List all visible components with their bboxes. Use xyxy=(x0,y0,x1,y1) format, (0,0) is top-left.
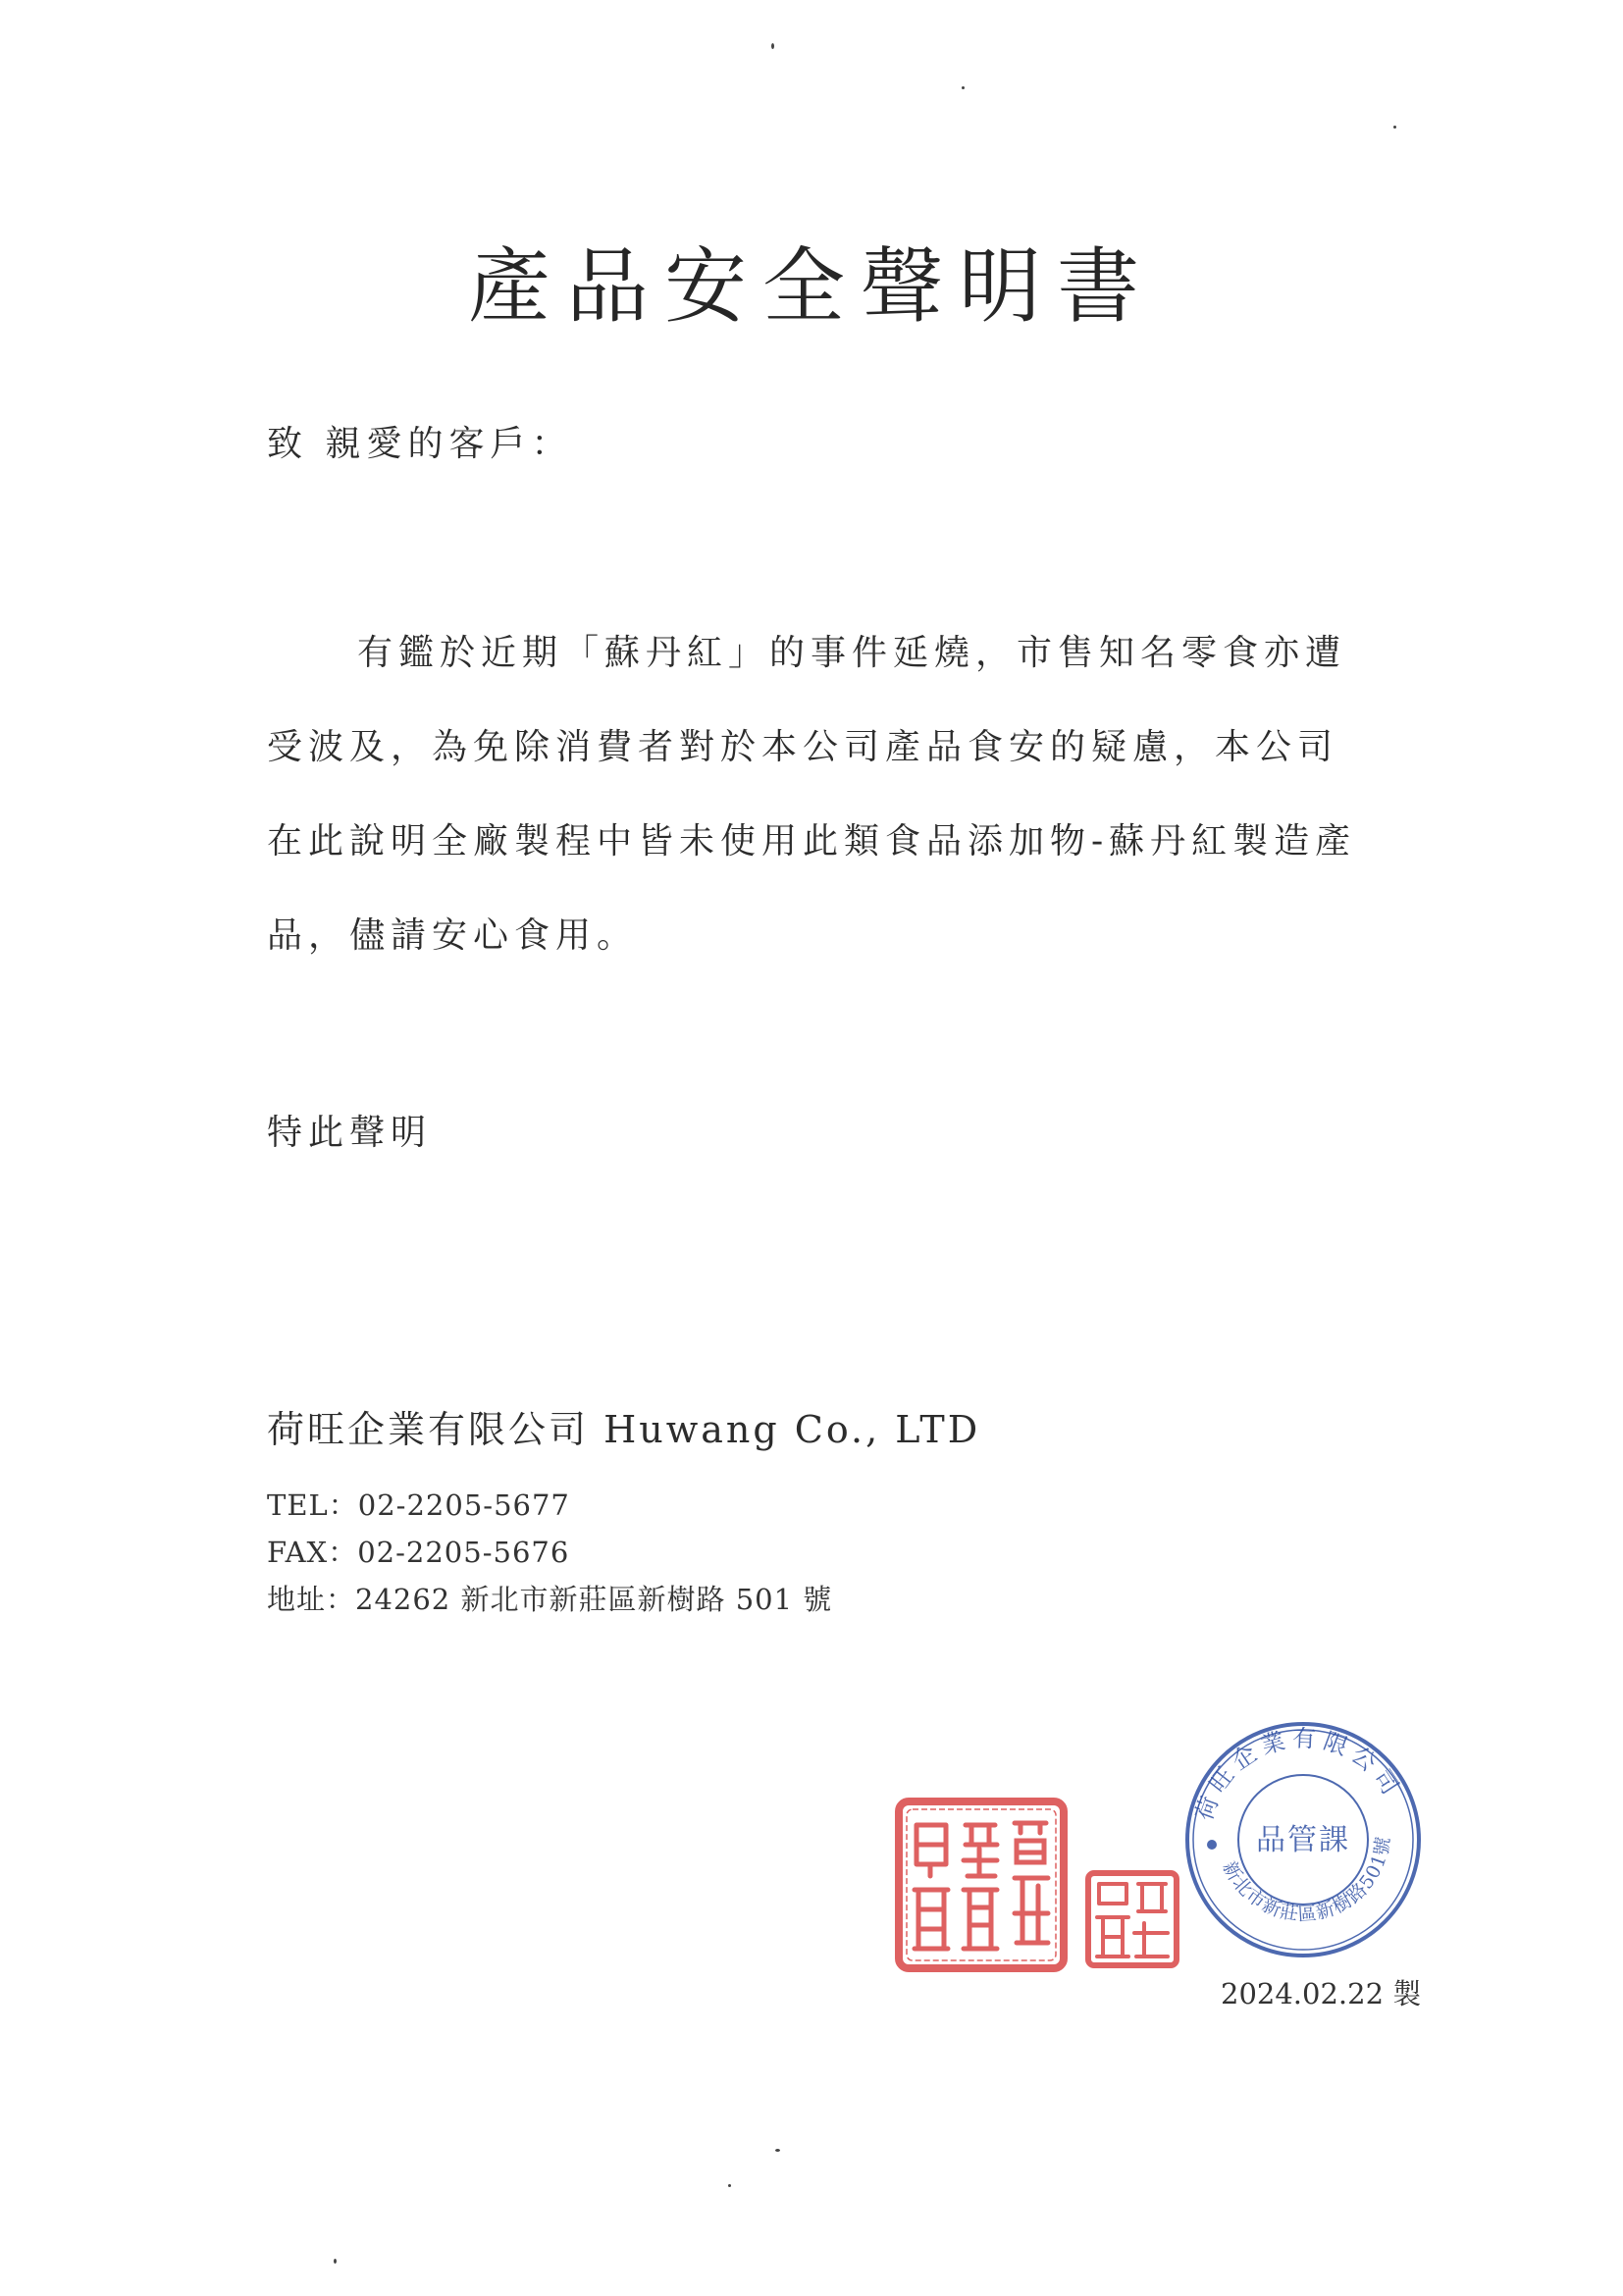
personal-seal xyxy=(1085,1870,1179,1968)
scan-speck xyxy=(334,2259,337,2264)
department-seal xyxy=(1182,1719,1424,1960)
svg-text:荷旺企業有限公司: 荷旺企業有限公司 xyxy=(1189,1724,1408,1824)
scan-speck xyxy=(771,43,774,49)
company-seal xyxy=(895,1798,1068,1972)
document-title: 產品安全聲明書 xyxy=(467,238,1155,335)
company-name: 荷旺企業有限公司 Huwang Co., LTD xyxy=(267,1408,981,1451)
company-fax: FAX：02-2205-5676 xyxy=(267,1536,570,1569)
issue-date: 2024.02.22 製 xyxy=(1221,1977,1422,2010)
scan-speck xyxy=(1393,126,1396,129)
scan-speck xyxy=(775,2149,780,2152)
salutation: 致 親愛的客戶： xyxy=(267,424,573,464)
closing-statement: 特此聲明 xyxy=(267,1113,433,1153)
body-paragraph: 有鑑於近期「蘇丹紅」的事件延燒，市售知名零食亦遭受波及，為免除消費者對於本公司產品食安的疑慮，本公司在此說明全廠製程中皆未使用此類食品添加物-蘇丹紅製造產品，儘請安心食用。 xyxy=(267,633,1357,956)
svg-text:品管課: 品管課 xyxy=(1256,1823,1350,1857)
svg-text:新北市新莊區新樹路501號: 新北市新莊區新樹路501號 xyxy=(1218,1834,1395,1926)
company-address: 地址：24262 新北市新莊區新樹路 501 號 xyxy=(267,1583,833,1616)
scan-speck xyxy=(962,86,965,89)
company-tel: TEL：02-2205-5677 xyxy=(267,1488,570,1522)
scan-speck xyxy=(728,2184,731,2187)
